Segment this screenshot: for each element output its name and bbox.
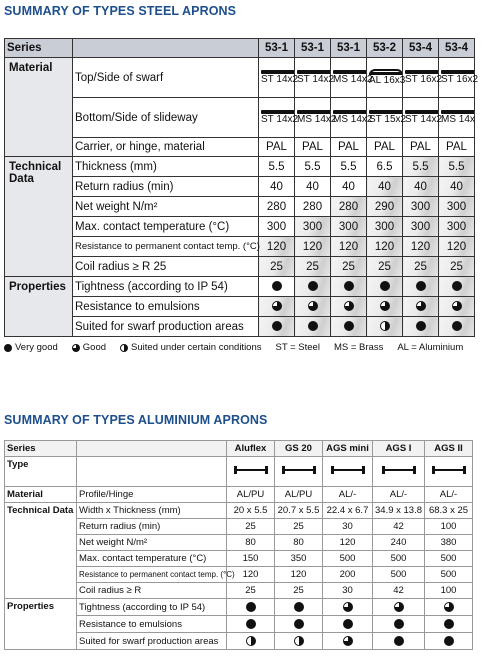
alu-temp-value: 500	[373, 551, 425, 567]
swarf-row	[5, 317, 475, 337]
profile-aluflex-icon	[234, 464, 268, 476]
radius-value: 40	[439, 177, 475, 197]
series-label: Series	[5, 39, 73, 58]
coil-value: 25	[295, 257, 331, 277]
thickness-row	[5, 157, 475, 177]
very-good-icon	[452, 281, 462, 291]
temp-value: 300	[331, 217, 367, 237]
alu-resist-label: Resistance to permanent contact temp. (°C)	[77, 567, 227, 583]
alu-series-label: Series	[5, 441, 77, 457]
alu-coil-value: 25	[275, 583, 323, 599]
legend-good: Good	[82, 342, 107, 353]
alu-profile-label: Profile/Hinge	[77, 487, 227, 503]
good-icon	[308, 301, 318, 311]
coil-value: 25	[403, 257, 439, 277]
alu-temp-value: 500	[323, 551, 373, 567]
very-good-icon	[380, 281, 390, 291]
coil-value: 25	[259, 257, 295, 277]
very-good-icon	[444, 619, 454, 629]
radius-value: 40	[367, 177, 403, 197]
thickness-value: 5.5	[403, 157, 439, 177]
resist-row	[5, 237, 475, 257]
alu-weight-value: 380	[425, 535, 473, 551]
resist-value: 120	[367, 237, 403, 257]
carrier-value: PAL	[331, 138, 367, 157]
legend-aluminium: AL = Aluminium	[397, 342, 464, 353]
alu-type-label: Type	[5, 457, 77, 487]
alu-temp-label: Max. contact temperature (°C)	[77, 551, 227, 567]
series-cell: 53-1	[259, 39, 295, 58]
weight-value: 300	[403, 197, 439, 217]
alu-properties-label: Properties	[5, 599, 77, 650]
alu-resist-value: 120	[275, 567, 323, 583]
weight-value: 300	[439, 197, 475, 217]
series-cell: 53-4	[403, 39, 439, 58]
coil-value: 25	[439, 257, 475, 277]
carrier-value: PAL	[439, 138, 475, 157]
emulsions-row	[5, 297, 475, 317]
coil-label: Coil radius ≥ R 25	[73, 257, 259, 277]
alu-weight-value: 120	[323, 535, 373, 551]
alu-material-row	[5, 487, 473, 503]
temp-value: 300	[295, 217, 331, 237]
temp-label: Max. contact temperature (°C)	[73, 217, 259, 237]
alu-profile-value: AL/-	[323, 487, 373, 503]
very-good-icon	[294, 619, 304, 629]
properties-label: Properties	[5, 277, 73, 337]
very-good-icon	[343, 619, 353, 629]
suited-icon	[380, 321, 390, 331]
very-good-icon	[416, 281, 426, 291]
good-icon	[72, 344, 80, 352]
radius-label: Return radius (min)	[73, 177, 259, 197]
good-icon	[444, 602, 454, 612]
alu-type-row	[5, 457, 473, 487]
suited-icon	[294, 636, 304, 646]
legend-very-good: Very good	[15, 342, 58, 353]
very-good-icon	[394, 636, 404, 646]
alu-material-label: Material	[5, 487, 77, 503]
top-row	[5, 58, 475, 98]
radius-value: 40	[295, 177, 331, 197]
coil-value: 25	[367, 257, 403, 277]
alu-radius-value: 25	[275, 519, 323, 535]
alu-profile-value: AL/PU	[227, 487, 275, 503]
very-good-icon	[416, 321, 426, 331]
profile-gs20-icon	[282, 464, 316, 476]
alu-radius-value: 42	[373, 519, 425, 535]
bottom-value: MS 14x2	[333, 114, 373, 125]
weight-value: 290	[367, 197, 403, 217]
radius-value: 40	[259, 177, 295, 197]
temp-value: 300	[439, 217, 475, 237]
alu-radius-label: Return radius (min)	[77, 519, 227, 535]
radius-value: 40	[403, 177, 439, 197]
radius-value: 40	[331, 177, 367, 197]
bottom-row	[5, 98, 475, 138]
top-value: ST 14x2	[261, 74, 299, 85]
alu-radius-value: 100	[425, 519, 473, 535]
top-value: MS 14x2	[333, 74, 373, 85]
alu-weight-value: 80	[275, 535, 323, 551]
weight-label: Net weight N/m²	[73, 197, 259, 217]
alu-coil-value: 25	[227, 583, 275, 599]
bottom-value: MS 14x	[441, 114, 475, 125]
good-icon	[416, 301, 426, 311]
suited-icon	[120, 344, 128, 352]
series-cell: 53-4	[439, 39, 475, 58]
bottom-value: ST 14x2	[405, 114, 443, 125]
weight-value: 280	[295, 197, 331, 217]
alu-weight-value: 240	[373, 535, 425, 551]
temp-row	[5, 217, 475, 237]
aluminium-aprons-table	[4, 440, 473, 650]
good-icon	[380, 301, 390, 311]
alu-resist-value: 500	[373, 567, 425, 583]
very-good-icon	[344, 281, 354, 291]
carrier-value: PAL	[295, 138, 331, 157]
alu-header-row	[5, 441, 473, 457]
good-icon	[343, 636, 353, 646]
good-icon	[344, 301, 354, 311]
resist-label: Resistance to permanent contact temp. (°C)	[73, 237, 259, 257]
resist-value: 120	[259, 237, 295, 257]
legend-steel: ST = Steel	[275, 342, 320, 353]
very-good-icon	[308, 321, 318, 331]
good-icon	[394, 602, 404, 612]
alu-profile-value: AL/-	[425, 487, 473, 503]
thickness-value: 5.5	[331, 157, 367, 177]
alu-series-cell: AGS II	[425, 441, 473, 457]
very-good-icon	[4, 344, 12, 352]
good-icon	[343, 602, 353, 612]
thickness-value: 5.5	[295, 157, 331, 177]
legend-suited: Suited under certain conditions	[131, 342, 262, 353]
profile-ags-i-icon	[382, 464, 416, 476]
temp-value: 300	[367, 217, 403, 237]
emulsions-label: Resistance to emulsions	[73, 297, 259, 317]
alu-radius-value: 30	[323, 519, 373, 535]
alu-series-cell: AGS mini	[323, 441, 373, 457]
good-icon	[272, 301, 282, 311]
temp-value: 300	[259, 217, 295, 237]
very-good-icon	[452, 321, 462, 331]
weight-value: 280	[331, 197, 367, 217]
very-good-icon	[272, 321, 282, 331]
tightness-row	[5, 277, 475, 297]
legend-brass: MS = Brass	[333, 342, 384, 353]
steel-header-row	[5, 39, 475, 58]
good-icon	[452, 301, 462, 311]
thickness-value: 5.5	[439, 157, 475, 177]
legend	[4, 342, 476, 353]
temp-value: 300	[403, 217, 439, 237]
resist-value: 120	[295, 237, 331, 257]
swarf-label: Suited for swarf production areas	[73, 317, 259, 337]
alu-radius-value: 25	[227, 519, 275, 535]
radius-row	[5, 177, 475, 197]
very-good-icon	[344, 321, 354, 331]
alu-profile-value: AL/PU	[275, 487, 323, 503]
alu-resist-value: 120	[227, 567, 275, 583]
bottom-value: MS 14x2	[297, 114, 337, 125]
alu-series-cell: GS 20	[275, 441, 323, 457]
resist-value: 120	[331, 237, 367, 257]
top-value: ST 16x2	[441, 74, 479, 85]
series-cell: 53-1	[331, 39, 367, 58]
alu-resist-value: 500	[425, 567, 473, 583]
steel-aprons-table	[4, 38, 479, 337]
alu-coil-value: 42	[373, 583, 425, 599]
very-good-icon	[246, 619, 256, 629]
alu-width-value: 20.7 x 5.5	[275, 503, 323, 519]
bottom-value: ST 14x2	[261, 114, 299, 125]
carrier-value: PAL	[403, 138, 439, 157]
bottom-label: Bottom/Side of slideway	[73, 98, 259, 138]
carrier-label: Carrier, or hinge, material	[73, 138, 259, 157]
material-label: Material	[5, 58, 73, 157]
thickness-value: 6.5	[367, 157, 403, 177]
aluminium-title: SUMMARY OF TYPES ALUMINIUM APRONS	[4, 413, 268, 427]
suited-icon	[246, 636, 256, 646]
very-good-icon	[444, 636, 454, 646]
alu-temp-value: 500	[425, 551, 473, 567]
alu-width-label: Width x Thickness (mm)	[77, 503, 227, 519]
alu-profile-value: AL/-	[373, 487, 425, 503]
carrier-row	[5, 138, 475, 157]
alu-swarf-label: Suited for swarf production areas	[77, 633, 227, 650]
alu-width-value: 22.4 x 6.7	[323, 503, 373, 519]
weight-value: 280	[259, 197, 295, 217]
tightness-label: Tightness (according to IP 54)	[73, 277, 259, 297]
very-good-icon	[308, 281, 318, 291]
series-cell: 53-1	[295, 39, 331, 58]
bottom-value: ST 15x2	[369, 114, 407, 125]
alu-weight-label: Net weight N/m²	[77, 535, 227, 551]
alu-series-cell: Aluflex	[227, 441, 275, 457]
coil-row	[5, 257, 475, 277]
very-good-icon	[246, 602, 256, 612]
coil-value: 25	[331, 257, 367, 277]
thickness-value: 5.5	[259, 157, 295, 177]
resist-value: 120	[403, 237, 439, 257]
alu-coil-value: 100	[425, 583, 473, 599]
resist-value: 120	[439, 237, 475, 257]
alu-emulsions-label: Resistance to emulsions	[77, 616, 227, 633]
alu-width-value: 34.9 x 13.8	[373, 503, 425, 519]
carrier-value: PAL	[367, 138, 403, 157]
profile-ags-ii-icon	[432, 464, 466, 476]
alu-resist-value: 200	[323, 567, 373, 583]
alu-coil-label: Coil radius ≥ R	[77, 583, 227, 599]
very-good-icon	[272, 281, 282, 291]
top-value: ST 14x2	[297, 74, 335, 85]
alu-tightness-label: Tightness (according to IP 54)	[77, 599, 227, 616]
alu-width-row	[5, 503, 473, 519]
alu-temp-value: 350	[275, 551, 323, 567]
weight-row	[5, 197, 475, 217]
technical-data-label: Technical Data	[5, 157, 73, 277]
alu-width-value: 68.3 x 25	[425, 503, 473, 519]
series-cell: 53-2	[367, 39, 403, 58]
alu-technical-label: Technical Data	[5, 503, 77, 599]
alu-tightness-row	[5, 599, 473, 616]
alu-width-value: 20 x 5.5	[227, 503, 275, 519]
thickness-label: Thickness (mm)	[73, 157, 259, 177]
alu-weight-value: 80	[227, 535, 275, 551]
alu-series-cell: AGS I	[373, 441, 425, 457]
top-value: AL 16x3	[369, 75, 406, 86]
alu-temp-value: 150	[227, 551, 275, 567]
very-good-icon	[294, 602, 304, 612]
very-good-icon	[394, 619, 404, 629]
profile-ags-mini-icon	[331, 464, 365, 476]
top-value: ST 16x2	[405, 74, 443, 85]
top-label: Top/Side of swarf	[73, 58, 259, 98]
carrier-value: PAL	[259, 138, 295, 157]
steel-title: SUMMARY OF TYPES STEEL APRONS	[4, 4, 237, 18]
alu-coil-value: 30	[323, 583, 373, 599]
